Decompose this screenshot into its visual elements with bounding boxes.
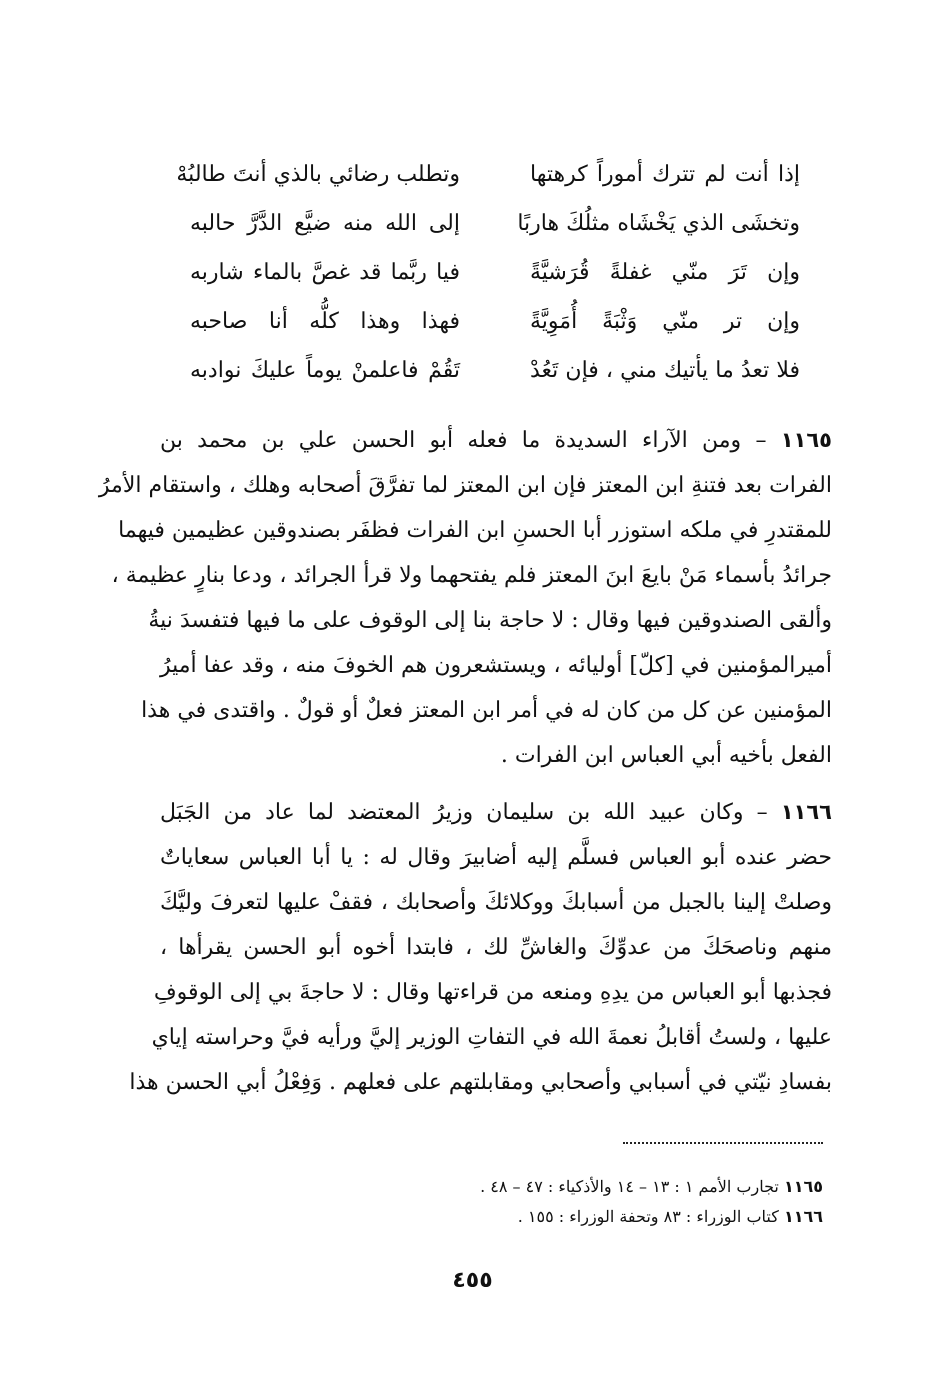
paragraph-number: ١١٦٦ bbox=[780, 800, 832, 824]
verse bbox=[190, 248, 800, 297]
verse-second-hemistich: إلى الله منه ضيَّع الدَّرَّ حالبه bbox=[190, 210, 460, 236]
paragraph-line: بفسادِ نيّتي في أسبابي وأصحابي ومقابلتهم على فعلهم . وَفِعْلُ أبي الحسن هذا bbox=[129, 1070, 832, 1095]
verse-first-hemistich: وتخشَى الذي يَخْشَاه مثلُكَ هاربًا bbox=[517, 210, 800, 236]
footnotes bbox=[323, 1172, 823, 1232]
paragraph-number: ١١٦٥ bbox=[780, 428, 833, 452]
paragraph-1165 bbox=[98, 418, 833, 778]
footnote-text: تجارب الأمم ١ : ١٣ – ١٤ والأذكياء : ٤٧ – ٤٨ . bbox=[480, 1177, 779, 1196]
paragraph-line: فجذبها أبو العباس من يدِهِ ومنعه من قراءتها وقال : لا حاجةَ بي إلى الوقوفِ bbox=[153, 980, 832, 1005]
footnote-1166 bbox=[323, 1202, 823, 1232]
paragraph-line: ١١٦٥ – ومن الآراء السديدة ما فعله أبو الحسن علي بن محمد بن bbox=[160, 428, 833, 453]
verse bbox=[176, 150, 800, 199]
verse-first-hemistich: وإن تر منّي وَثْبَةً أُمَوِيَّةً bbox=[530, 308, 800, 334]
paragraph-line: المؤمنين عن كل من كان له في أمر ابن المعتز فعلٌ أو قولٌ . واقتدى في هذا bbox=[141, 698, 832, 723]
page-number: ٤٥٥ bbox=[452, 1268, 493, 1293]
paragraph-line: ١١٦٦ – وكان عبيد الله بن سليمان وزيرُ المعتضد لما عاد من الجَبَل bbox=[160, 800, 832, 825]
verse-first-hemistich: فلا تعدُ ما يأتيك مني ، فإن تَعُدْ bbox=[530, 357, 800, 383]
paragraph-line: منهم وناصحَكَ من عدوِّكَ والغاشِّ لك ، فابتدا أخوه أبو الحسن يقرأها ، bbox=[160, 935, 832, 960]
verse bbox=[190, 346, 800, 395]
verse-second-hemistich: فيا ربَّما قد غصَّ بالماء شاربه bbox=[190, 259, 460, 285]
paragraph-line: حضر عنده أبو العباس فسلَّم إليه أضابيرَ وقال له : يا أبا العباس سعاياتٌ bbox=[160, 845, 832, 870]
verse-second-hemistich: فهذا وهذا كلُّه أنا صاحبه bbox=[190, 308, 460, 334]
paragraph-1166 bbox=[129, 790, 832, 1105]
poem-block bbox=[176, 150, 800, 395]
verse-second-hemistich: تَقُمْ فاعلمنْ يوماً عليكَ نوادبه bbox=[190, 357, 460, 383]
verse bbox=[190, 199, 800, 248]
footnote-number: ١١٦٦ bbox=[783, 1207, 823, 1226]
footnote-1165 bbox=[323, 1172, 823, 1202]
paragraph-line: عليها ، ولستُ أقابلُ نعمةَ الله في التفاتِ الوزير إليَّ ورأيه فيَّ وحراسته إياي bbox=[151, 1025, 832, 1050]
verse-second-hemistich: وتطلب رضائي بالذي أنتَ طالبُهْ bbox=[176, 161, 460, 187]
footnote-number: ١١٦٥ bbox=[783, 1177, 823, 1196]
paragraph-line: جرائدُ بأسماء مَنْ بايعَ ابنَ المعتز فلم يفتحهما ولا قرأ الجرائد ، ودعا بنارٍ عظيمة ، bbox=[111, 563, 832, 588]
paragraph-line: وألقى الصندوقين فيها وقال : لا حاجة بنا إلى الوقوف على ما فيها فتفسدَ نيةُ bbox=[148, 608, 832, 633]
verse bbox=[190, 297, 800, 346]
paragraph-line: الفرات بعد فتنةِ ابن المعتز فإن ابن المعتز لما تفرَّقَ أصحابه وهلك ، واستقام الأمرُ bbox=[98, 473, 832, 498]
footnote-separator bbox=[623, 1142, 823, 1144]
verse-first-hemistich: إذا أنت لم تترك أموراً كرهتها bbox=[530, 161, 800, 187]
paragraph-line: الفعل بأخيه أبي العباس ابن الفرات . bbox=[500, 743, 832, 768]
paragraph-line: أميرالمؤمنين في [كلّ] أوليائه ، ويستشعرون هم الخوفَ منه ، وقد عفا أميرُ bbox=[160, 653, 832, 678]
paragraph-line: للمقتدرِ في ملكه استوزر أبا الحسنِ ابن الفرات فظفَر بصندوقين عظيمين فيهما bbox=[118, 518, 832, 543]
paragraph-line: وصلتْ إلينا بالجبل من أسبابكَ ووكلائكَ وأصحابك ، فقفْ عليها لتعرفَ وليَّكَ bbox=[160, 890, 832, 915]
footnote-text: كتاب الوزراء : ٨٣ وتحفة الوزراء : ١٥٥ . bbox=[517, 1207, 779, 1226]
verse-first-hemistich: وإن تَرَ منّي غفلةً قُرَشيَّةً bbox=[530, 259, 800, 285]
